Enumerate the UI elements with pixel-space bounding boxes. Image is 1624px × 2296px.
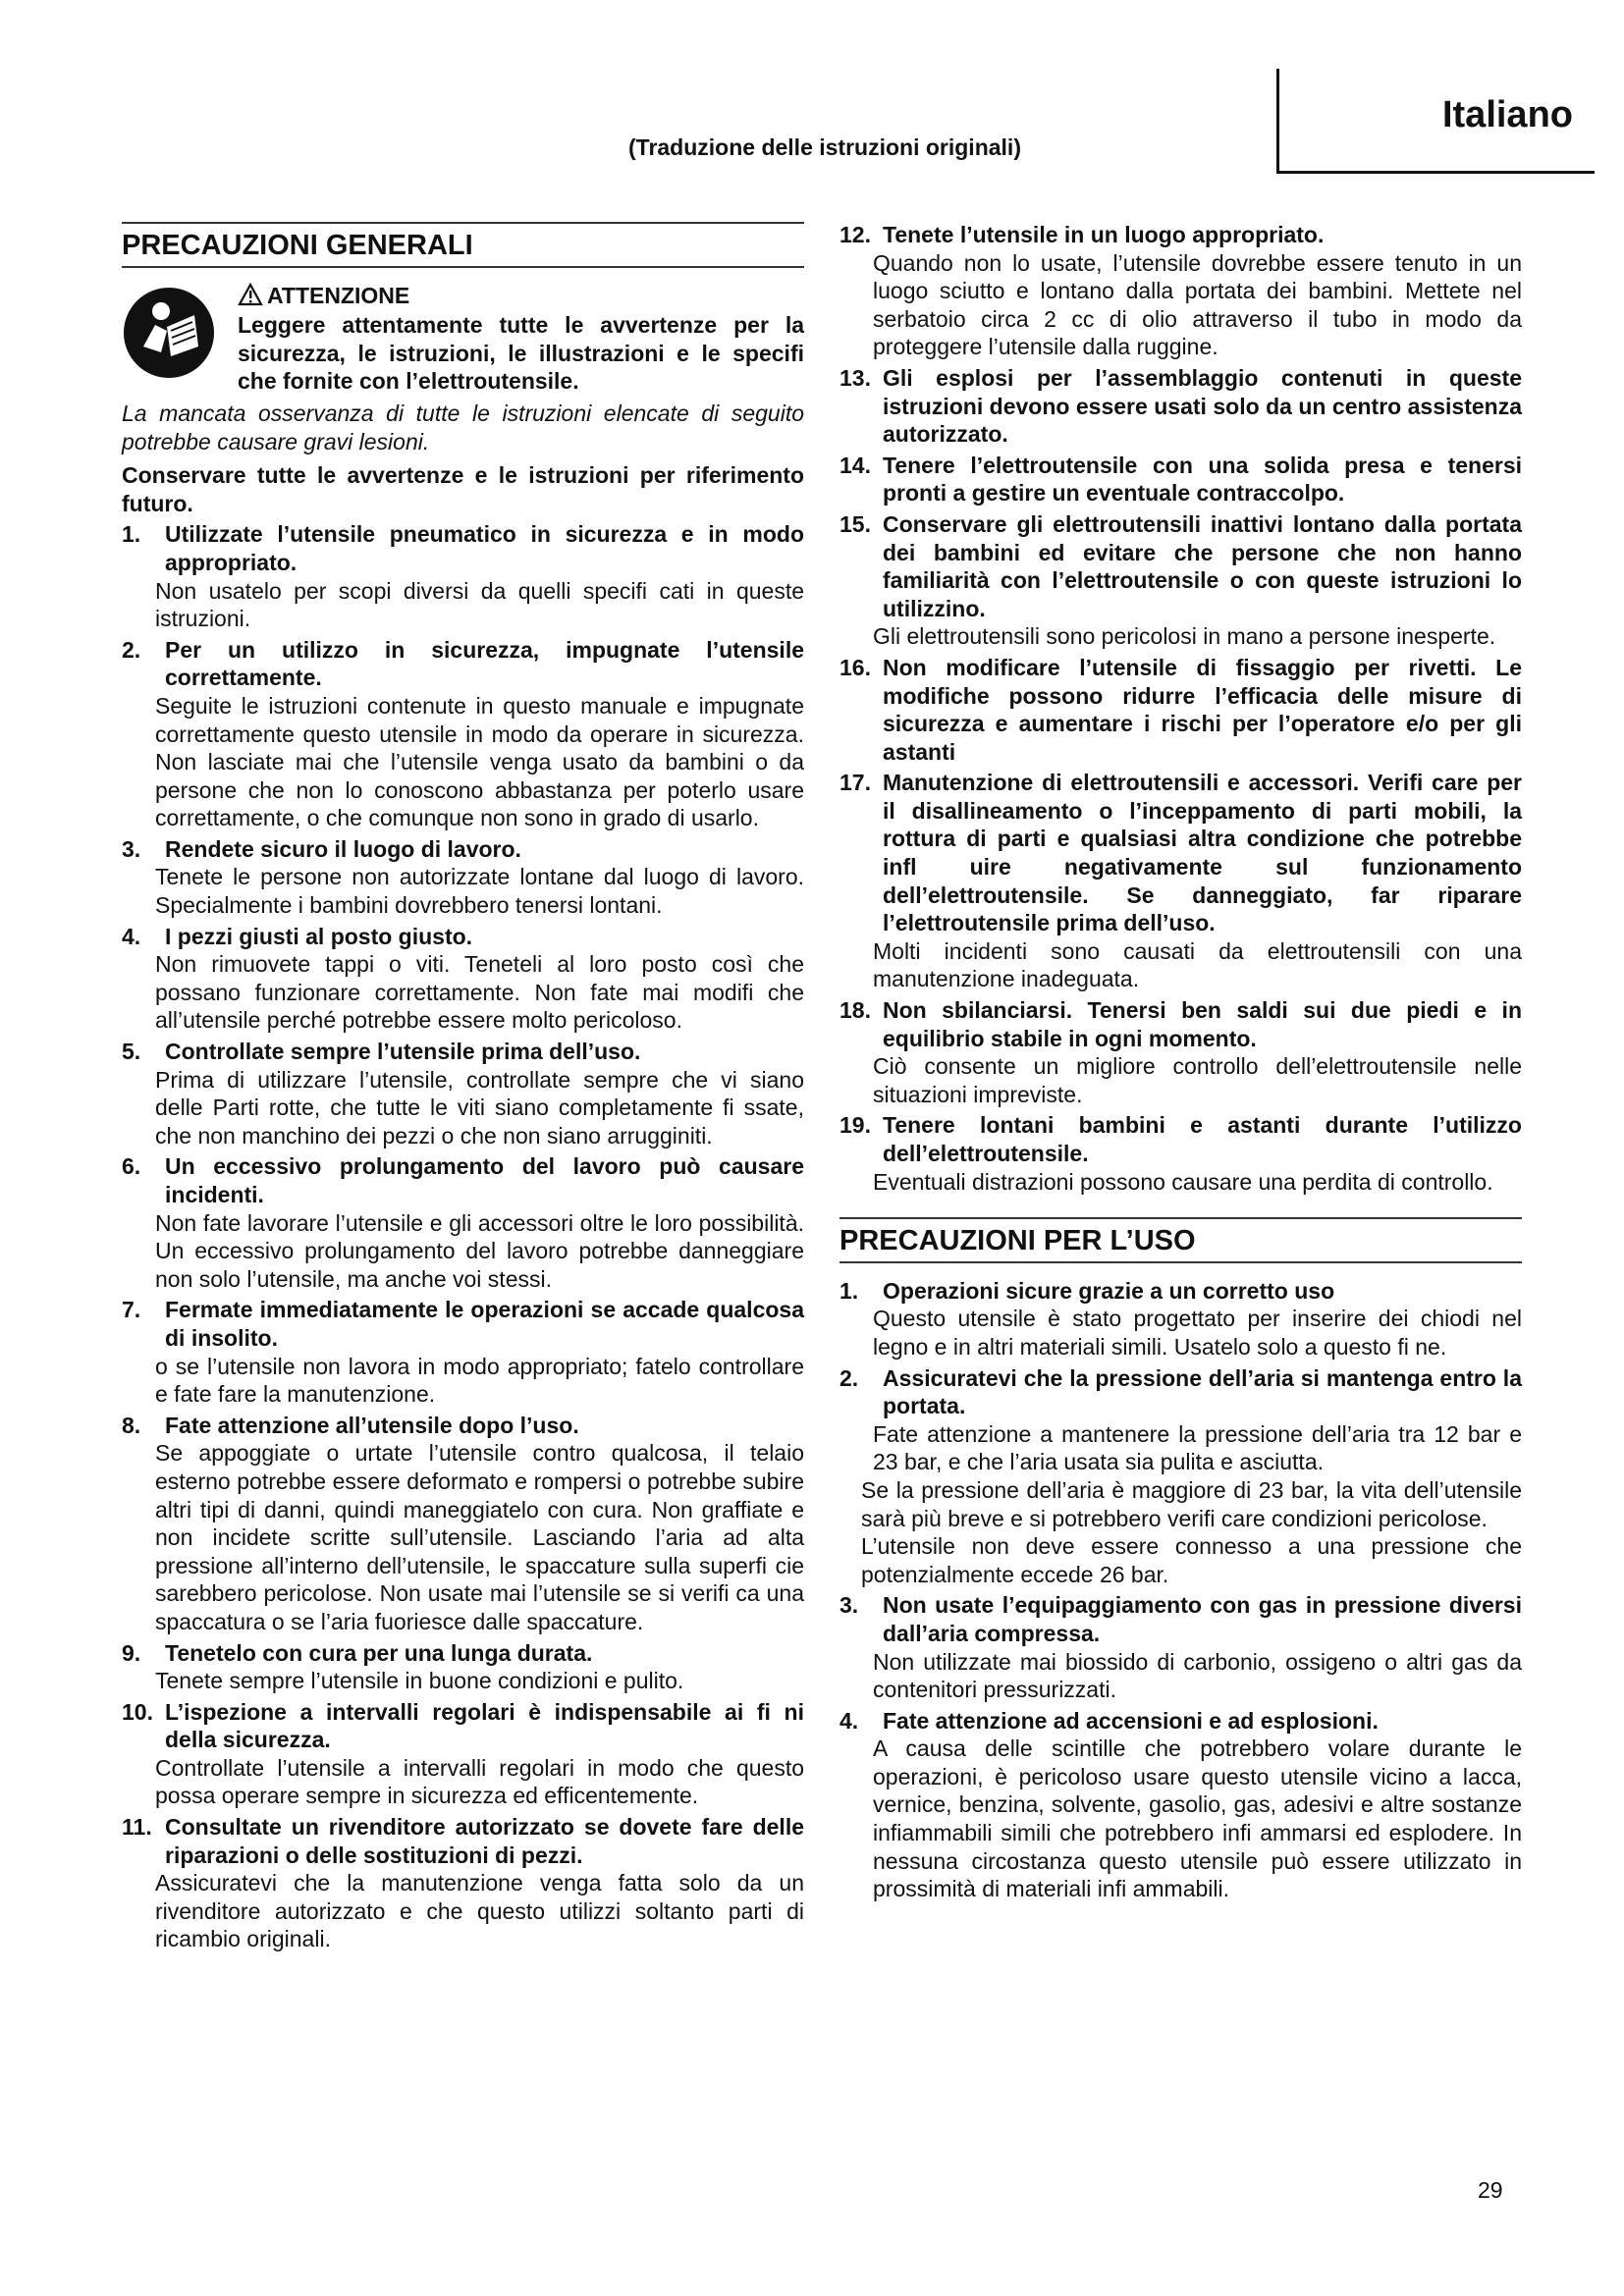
warning-block bbox=[122, 282, 804, 396]
list-item bbox=[839, 452, 1522, 507]
item-title: Utilizzate l’utensile pneumatico in sicurezza e in modo appropriato. bbox=[165, 521, 804, 575]
item-title: Fate attenzione ad accensioni e ad esplosioni. bbox=[883, 1707, 1379, 1734]
item-number: 17. bbox=[839, 770, 871, 796]
item-title: Manutenzione di elettroutensili e accessori. Verifi care per il disallineamento o l’inceppamento di parti mobili, la rottura di parti e qualsiasi altra condizione che potrebbe infl uire negativamente sul funzionamento dell’elettroutensile. Se danneggiato, far riparare l’elettroutensile prima dell’uso. bbox=[883, 770, 1522, 936]
item-heading bbox=[122, 1038, 804, 1066]
item-heading bbox=[122, 1639, 804, 1668]
item-title: Non usate l’equipaggiamento con gas in pressione diversi dall’aria compressa. bbox=[883, 1592, 1522, 1646]
item-heading bbox=[122, 1152, 804, 1208]
item-number: 8. bbox=[122, 1412, 141, 1438]
item-title: Controllate sempre l’utensile prima dell’uso. bbox=[165, 1039, 641, 1065]
item-heading bbox=[122, 835, 804, 864]
item-title: Fermate immediatamente le operazioni se accade qualcosa di insolito. bbox=[165, 1297, 804, 1351]
general-precautions-title: PRECAUZIONI GENERALI bbox=[122, 222, 804, 268]
item-heading bbox=[839, 1707, 1522, 1735]
list-item bbox=[839, 1111, 1522, 1196]
language-label: Italiano bbox=[1441, 94, 1573, 135]
italic-note: La mancata osservanza di tutte le istruzioni elencate di seguito potrebbe causare gravi lesioni. bbox=[122, 400, 804, 454]
list-item bbox=[122, 1296, 804, 1408]
item-body: Non utilizzate mai biossido di carbonio, ossigeno o altri gas da contenitori pressurizzati. bbox=[873, 1648, 1522, 1703]
item-title: Tenere l’elettroutensile con una solida presa e tenersi pronti a gestire un eventuale contraccolpo. bbox=[883, 452, 1522, 507]
item-number: 3. bbox=[122, 835, 141, 862]
item-number: 14. bbox=[839, 452, 871, 478]
item-body: L’utensile non deve essere connesso a una pressione che potenzialmente eccede 26 bar. bbox=[861, 1533, 1522, 1587]
item-title: Gli esplosi per l’assemblaggio contenuti in queste istruzioni devono essere usati solo da un centro assistenza autorizzato. bbox=[883, 364, 1522, 448]
left-column bbox=[122, 218, 804, 1953]
item-heading bbox=[122, 1698, 804, 1754]
list-item bbox=[839, 654, 1522, 766]
item-body: Questo utensile è stato progettato per inserire dei chiodi nel legno e in altri materiali simili. Usatelo solo a questo fi ne. bbox=[873, 1306, 1522, 1360]
item-number: 13. bbox=[839, 364, 871, 391]
item-body: Prima di utilizzare l’utensile, controllate sempre che vi siano delle Parti rotte, che tutte le viti siano completamente fi ssate, che non manchino dei pezzi o che non siano arrugginiti. bbox=[155, 1066, 804, 1148]
item-number: 6. bbox=[122, 1153, 141, 1180]
warning-triangle-icon bbox=[238, 283, 263, 306]
item-number: 16. bbox=[839, 654, 871, 680]
item-body: Se la pressione dell’aria è maggiore di 23 bar, la vita dell’utensile sarà più breve e si potrebbero verifi care condizioni pericolose. bbox=[861, 1476, 1522, 1531]
item-number: 3. bbox=[839, 1592, 859, 1619]
item-title: I pezzi giusti al posto giusto. bbox=[165, 923, 473, 949]
page-number: 29 bbox=[1478, 2177, 1503, 2203]
item-title: Fate attenzione all’utensile dopo l’uso. bbox=[165, 1412, 579, 1438]
list-item bbox=[839, 510, 1522, 651]
item-body: Eventuali distrazioni possono causare una perdita di controllo. bbox=[873, 1168, 1493, 1195]
list-item bbox=[122, 1813, 804, 1953]
item-heading bbox=[839, 769, 1522, 937]
item-heading bbox=[839, 1591, 1522, 1647]
list-item bbox=[839, 1707, 1522, 1903]
item-number: 7. bbox=[122, 1297, 141, 1323]
item-number: 4. bbox=[122, 923, 141, 949]
item-number: 18. bbox=[839, 997, 871, 1024]
item-title: Non modificare l’utensile di fissaggio per rivetti. Le modifiche possono ridurre l’efficacia delle misure di sicurezza e aumentare i rischi per l’operatore e/o per gli astanti bbox=[883, 654, 1522, 765]
language-tab bbox=[1276, 69, 1595, 174]
item-heading bbox=[122, 1813, 804, 1869]
item-number: 12. bbox=[839, 222, 871, 247]
item-body: Tenete sempre l’utensile in buone condizioni e pulito. bbox=[155, 1668, 684, 1694]
item-heading bbox=[122, 520, 804, 576]
item-body: A causa delle scintille che potrebbero volare durante le operazioni, è pericoloso usare questo utensile vicino a lacca, vernice, benzina, solvente, gasolio, gas, adesivi e altre sostanze infiammabili simili che potrebbero infi ammarsi ed esplodere. In nessuna circostanza questo utensile può essere utilizzato in prossimità di materiali infi ammabili. bbox=[873, 1735, 1522, 1902]
item-number: 2. bbox=[122, 636, 141, 663]
item-title: Conservare gli elettroutensili inattivi lontano dalla portata dei bambini ed evitare che persone che non hanno familiarità con l’elettroutensile o con queste istruzioni lo utilizzino. bbox=[883, 510, 1522, 621]
list-item bbox=[839, 1591, 1522, 1703]
item-number: 1. bbox=[839, 1277, 859, 1304]
item-heading bbox=[839, 1364, 1522, 1420]
item-heading bbox=[839, 1277, 1522, 1306]
list-item bbox=[122, 520, 804, 632]
item-number: 19. bbox=[839, 1112, 871, 1139]
item-body: Controllate l’utensile a intervalli regolari in modo che questo possa operare sempre in sicurezza ed efficentemente. bbox=[155, 1754, 804, 1809]
warning-heading bbox=[238, 282, 804, 310]
item-heading bbox=[122, 923, 804, 951]
list-item bbox=[839, 1277, 1522, 1362]
use-items-list bbox=[839, 1277, 1522, 1903]
item-number: 4. bbox=[839, 1707, 859, 1734]
item-body: Tenete le persone non autorizzate lontane dal luogo di lavoro. Specialmente i bambini dovrebbero tenersi lontani. bbox=[155, 864, 804, 919]
item-body: Quando non lo usate, l’utensile dovrebbe essere tenuto in un luogo sciutto e lontano dalla portata dei bambini. Mettete nel serbatoio circa 2 cc di olio attraverso il tubo in modo da proteggere l’utensile dalla ruggine. bbox=[873, 249, 1522, 360]
item-heading bbox=[839, 364, 1522, 449]
item-number: 9. bbox=[122, 1639, 141, 1666]
list-item bbox=[839, 364, 1522, 449]
list-item bbox=[122, 923, 804, 1035]
item-title: Assicuratevi che la pressione dell’aria si mantenga entro la portata. bbox=[883, 1364, 1522, 1419]
item-body: Non usatelo per scopi diversi da quelli specifi cati in queste istruzioni. bbox=[155, 577, 804, 632]
general-items-list-continued bbox=[839, 221, 1522, 1196]
list-item bbox=[122, 1698, 804, 1810]
item-heading bbox=[122, 1412, 804, 1440]
list-item bbox=[122, 1412, 804, 1636]
keep-note: Conservare tutte le avvertenze e le istruzioni per riferimento futuro. bbox=[122, 462, 804, 516]
list-item bbox=[122, 1152, 804, 1293]
item-number: 15. bbox=[839, 510, 871, 537]
item-heading bbox=[839, 452, 1522, 507]
list-item bbox=[839, 1364, 1522, 1589]
item-number: 5. bbox=[122, 1039, 141, 1065]
warning-text: Leggere attentamente tutte le avvertenze per la sicurezza, le istruzioni, le illustrazioni e le specifi che fornite con l’elettroutensile. bbox=[238, 312, 804, 395]
item-number: 10. bbox=[122, 1698, 153, 1725]
item-body: Gli elettroutensili sono pericolosi in mano a persone inesperte. bbox=[873, 623, 1496, 650]
list-item bbox=[122, 636, 804, 832]
item-body: Non fate lavorare l’utensile e gli accessori oltre le loro possibilità. Un eccessivo prolungamento del lavoro potrebbe danneggiare non solo l’utensile, ma anche voi stessi. bbox=[155, 1209, 804, 1292]
item-number: 1. bbox=[122, 521, 141, 548]
item-title: Per un utilizzo in sicurezza, impugnate l’utensile correttamente. bbox=[165, 636, 804, 691]
item-title: Tenete l’utensile in un luogo appropriato. bbox=[883, 222, 1325, 247]
item-body: Seguite le istruzioni contenute in questo manuale e impugnate correttamente questo utensile in modo da operare in sicurezza. Non lasciate mai che l’utensile venga usato da bambini o da persone che non lo conoscono abbastanza per poterlo usare correttamente, o che comunque non sono in grado di usarlo. bbox=[155, 692, 804, 831]
warning-label: ATTENZIONE bbox=[267, 282, 410, 308]
item-heading bbox=[839, 221, 1522, 249]
item-heading bbox=[839, 996, 1522, 1052]
item-title: Rendete sicuro il luogo di lavoro. bbox=[165, 835, 521, 862]
item-body: Ciò consente un migliore controllo dell’elettroutensile nelle situazioni impreviste. bbox=[873, 1053, 1522, 1107]
list-item bbox=[839, 996, 1522, 1108]
list-item bbox=[122, 1639, 804, 1695]
item-number: 11. bbox=[122, 1814, 152, 1841]
item-body: Non rimuovete tappi o viti. Teneteli al loro posto così che possano funzionare correttamente. Non fate mai modifi che all’utensile perché potrebbe essere molto pericoloso. bbox=[155, 951, 804, 1034]
item-title: Operazioni sicure grazie a un corretto uso bbox=[883, 1277, 1335, 1304]
list-item bbox=[122, 1038, 804, 1149]
item-title: Un eccessivo prolungamento del lavoro può causare incidenti. bbox=[165, 1153, 804, 1207]
general-items-list bbox=[122, 520, 804, 1953]
item-body: o se l’utensile non lavora in modo appropriato; fatelo controllare e fate fare la manutenzione. bbox=[155, 1353, 804, 1408]
item-heading bbox=[839, 1111, 1522, 1167]
item-heading bbox=[122, 636, 804, 692]
item-heading bbox=[839, 654, 1522, 766]
item-heading bbox=[122, 1296, 804, 1352]
item-body: Molti incidenti sono causati da elettroutensili con una manutenzione inadeguata. bbox=[873, 937, 1522, 992]
item-body: Se appoggiate o urtate l’utensile contro qualcosa, il telaio esterno potrebbe essere deformato e rompersi o potrebbe subire altri tipi di danni, quindi maneggiatelo con cura. Non graffiate e non incidete scritte sull’utensile. Lasciando l’aria ad alta pressione all’interno dell’utensile, le spaccature sulla superfi cie sarebbero pericolose. Non usate mai l’utensile se si verifi ca una spaccatura o se l’aria fuoriesce dalle spaccature. bbox=[155, 1440, 804, 1634]
item-title: Consultate un rivenditore autorizzato se dovete fare delle riparazioni o delle sostituzioni di pezzi. bbox=[165, 1814, 804, 1868]
item-title: Tenere lontani bambini e astanti durante l’utilizzo dell’elettroutensile. bbox=[883, 1112, 1522, 1166]
item-title: L’ispezione a intervalli regolari è indispensabile ai fi ni della sicurezza. bbox=[165, 1698, 804, 1753]
list-item bbox=[122, 835, 804, 920]
item-body: Assicuratevi che la manutenzione venga fatta solo da un rivenditore autorizzato e che questo utilizzi soltanto parti di ricambio originali. bbox=[155, 1870, 804, 1952]
item-number: 2. bbox=[839, 1364, 859, 1391]
use-precautions-title: PRECAUZIONI PER L’USO bbox=[839, 1217, 1522, 1263]
list-item bbox=[839, 769, 1522, 993]
right-column bbox=[839, 218, 1522, 1903]
read-manual-icon bbox=[122, 286, 216, 380]
translation-subtitle: (Traduzione delle istruzioni originali) bbox=[628, 134, 1021, 160]
item-title: Non sbilanciarsi. Tenersi ben saldi sui due piedi e in equilibrio stabile in ogni momento. bbox=[883, 997, 1522, 1051]
list-item bbox=[839, 221, 1522, 361]
item-body: Fate attenzione a mantenere la pressione dell’aria tra 12 bar e 23 bar, e che l’aria usata sia pulita e asciutta. bbox=[873, 1420, 1522, 1475]
item-title: Tenetelo con cura per una lunga durata. bbox=[165, 1639, 593, 1666]
item-heading bbox=[839, 510, 1522, 622]
